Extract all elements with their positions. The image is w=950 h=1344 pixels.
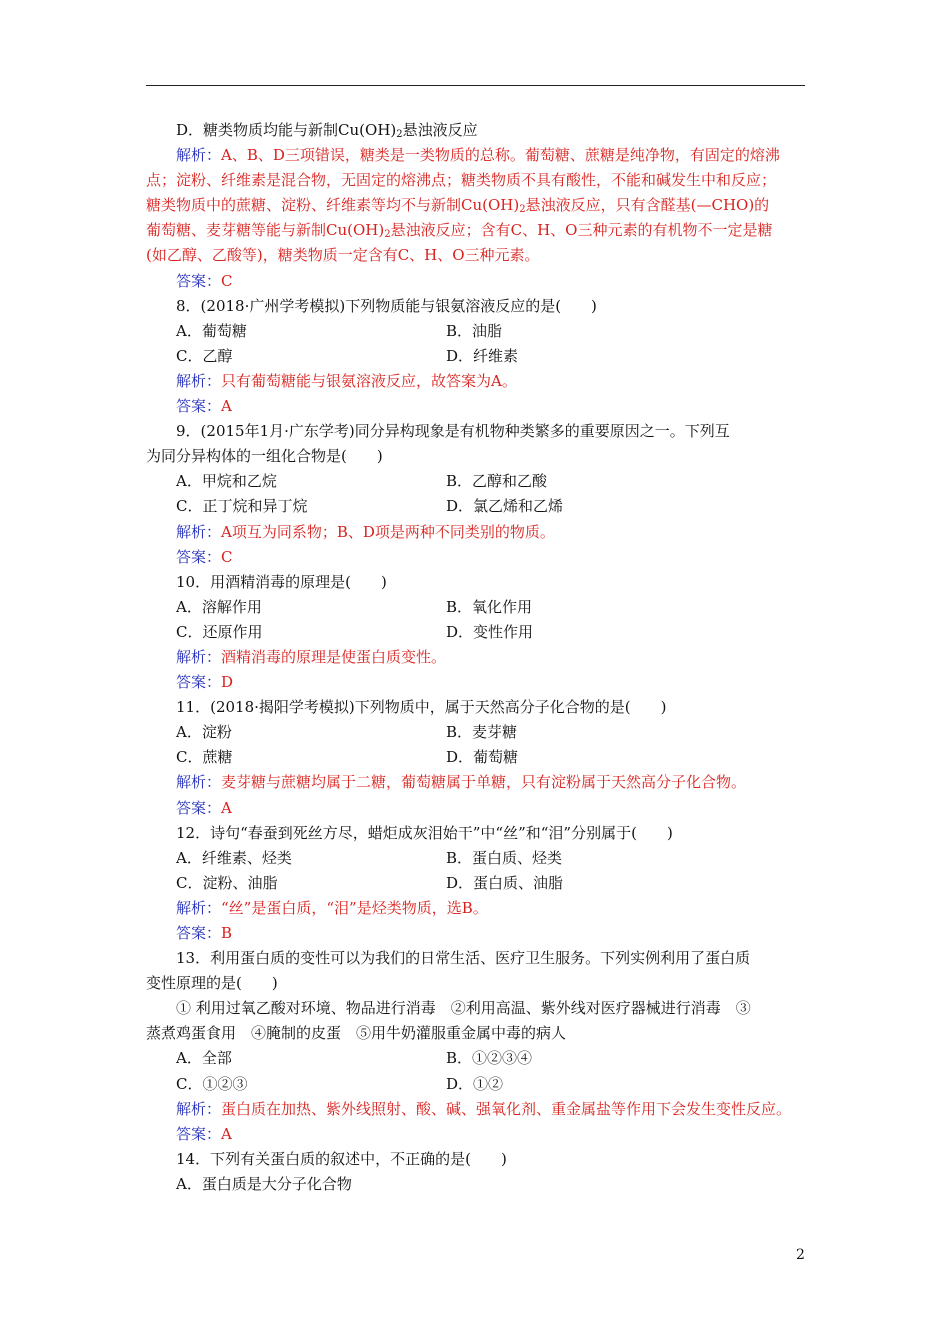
q11-options-ab: A．淀粉 B．麦芽糖 bbox=[176, 723, 518, 742]
q13-analysis: 解析：蛋白质在加热、紫外线照射、酸、碱、强氧化剂、重金属盐等作用下会发生变性反应。 bbox=[176, 1099, 792, 1118]
q12-options-cd: C．淀粉、油脂 D．蛋白质、油脂 bbox=[176, 873, 564, 892]
q13-stem-line1: 13．利用蛋白质的变性可以为我们的日常生活、医疗卫生服务。下列实例利用了蛋白质 bbox=[176, 949, 751, 968]
q10-stem: 10．用酒精消毒的原理是( ) bbox=[176, 572, 387, 591]
q8-options-cd: C．乙醇 D．纤维素 bbox=[176, 346, 519, 365]
q9-stem-line2: 为同分异构体的一组化合物是( ) bbox=[146, 447, 383, 466]
q12-stem: 12．诗句“春蚕到死丝方尽，蜡炬成灰泪始干”中“丝”和“泪”分别属于( ) bbox=[176, 823, 673, 842]
page-number: 2 bbox=[796, 1247, 805, 1263]
q13-answer: 答案：A bbox=[176, 1124, 232, 1143]
q9-options-ab: A．甲烷和乙烷 B．乙醇和乙酸 bbox=[176, 472, 548, 491]
page-content bbox=[146, 118, 816, 1197]
q12-options-ab: A．纤维素、烃类 B．蛋白质、烃类 bbox=[176, 848, 563, 867]
q7-analysis-line2: 点；淀粉、纤维素是混合物，无固定的熔沸点；糖类物质不具有酸性，不能和碱发生中和反应； bbox=[146, 171, 777, 190]
q13-options-ab: A．全部 B．①②③④ bbox=[176, 1049, 533, 1068]
q9-analysis: 解析：A项互为同系物；B、D项是两种不同类别的物质。 bbox=[176, 522, 555, 541]
q7-analysis-line1: 解析：A、B、D三项错误，糖类是一类物质的总称。葡萄糖、蔗糖是纯净物，有固定的熔沸 bbox=[176, 146, 780, 165]
q10-options-cd: C．还原作用 D．变性作用 bbox=[176, 622, 534, 641]
q13-options-cd: C．①②③ D．①② bbox=[176, 1074, 504, 1093]
q11-analysis: 解析：麦芽糖与蔗糖均属于二糖，葡萄糖属于单糖，只有淀粉属于天然高分子化合物。 bbox=[176, 773, 747, 792]
q13-list-line1: ① 利用过氧乙酸对环境、物品进行消毒 ②利用高温、紫外线对医疗器械进行消毒 ③ bbox=[176, 999, 751, 1018]
q14-stem: 14．下列有关蛋白质的叙述中，不正确的是( ) bbox=[176, 1149, 507, 1168]
q10-analysis: 解析：酒精消毒的原理是使蛋白质变性。 bbox=[176, 647, 447, 666]
q7-answer: 答案：C bbox=[176, 271, 233, 290]
q8-stem: 8．(2018·广州学考模拟)下列物质能与银氨溶液反应的是( ) bbox=[176, 296, 597, 315]
q11-answer: 答案：A bbox=[176, 798, 232, 817]
q11-options-cd: C．蔗糖 D．葡萄糖 bbox=[176, 748, 519, 767]
header-rule bbox=[146, 85, 805, 86]
q13-list-line2: 蒸煮鸡蛋食用 ④腌制的皮蛋 ⑤用牛奶灌服重金属中毒的病人 bbox=[146, 1024, 567, 1043]
q11-stem: 11．(2018·揭阳学考模拟)下列物质中，属于天然高分子化合物的是( ) bbox=[176, 698, 667, 717]
q8-analysis: 解析：只有葡萄糖能与银氨溶液反应，故答案为A。 bbox=[176, 371, 517, 390]
q9-stem-line1: 9．(2015年1月·广东学考)同分异构现象是有机物种类繁多的重要原因之一。下列互 bbox=[176, 422, 730, 441]
q14-option-a: A．蛋白质是大分子化合物 bbox=[176, 1174, 352, 1193]
q7-analysis-line4: 葡萄糖、麦芽糖等能与新制$Cu(OH)_2$悬浊液反应；含有C、H、O三种元素的有机物不一定是糖 bbox=[146, 221, 773, 241]
q7-analysis-line3: 糖类物质中的蔗糖、淀粉、纤维素等均不与新制$Cu(OH)_2$悬浊液反应，只有含醛基(—CHO)的 bbox=[146, 196, 770, 216]
q9-options-cd: C．正丁烷和异丁烷 D．氯乙烯和乙烯 bbox=[176, 497, 564, 516]
q10-options-ab: A．溶解作用 B．氧化作用 bbox=[176, 597, 533, 616]
q10-answer: 答案：D bbox=[176, 673, 234, 692]
q12-answer: 答案：B bbox=[176, 924, 233, 942]
option-d-q7: D．糖类物质均能与新制$Cu(OH)_2$悬浊液反应 bbox=[176, 121, 478, 140]
q7-analysis-line5: (如乙醇、乙酸等)，糖类物质一定含有C、H、O三种元素。 bbox=[146, 246, 540, 265]
q9-answer: 答案：C bbox=[176, 547, 233, 566]
q13-stem-line2: 变性原理的是( ) bbox=[146, 974, 278, 993]
q8-options-ab: A．葡萄糖 B．油脂 bbox=[176, 321, 503, 340]
q12-analysis: 解析：“丝”是蛋白质，“泪”是烃类物质，选B。 bbox=[176, 898, 488, 917]
q8-answer: 答案：A bbox=[176, 397, 232, 416]
